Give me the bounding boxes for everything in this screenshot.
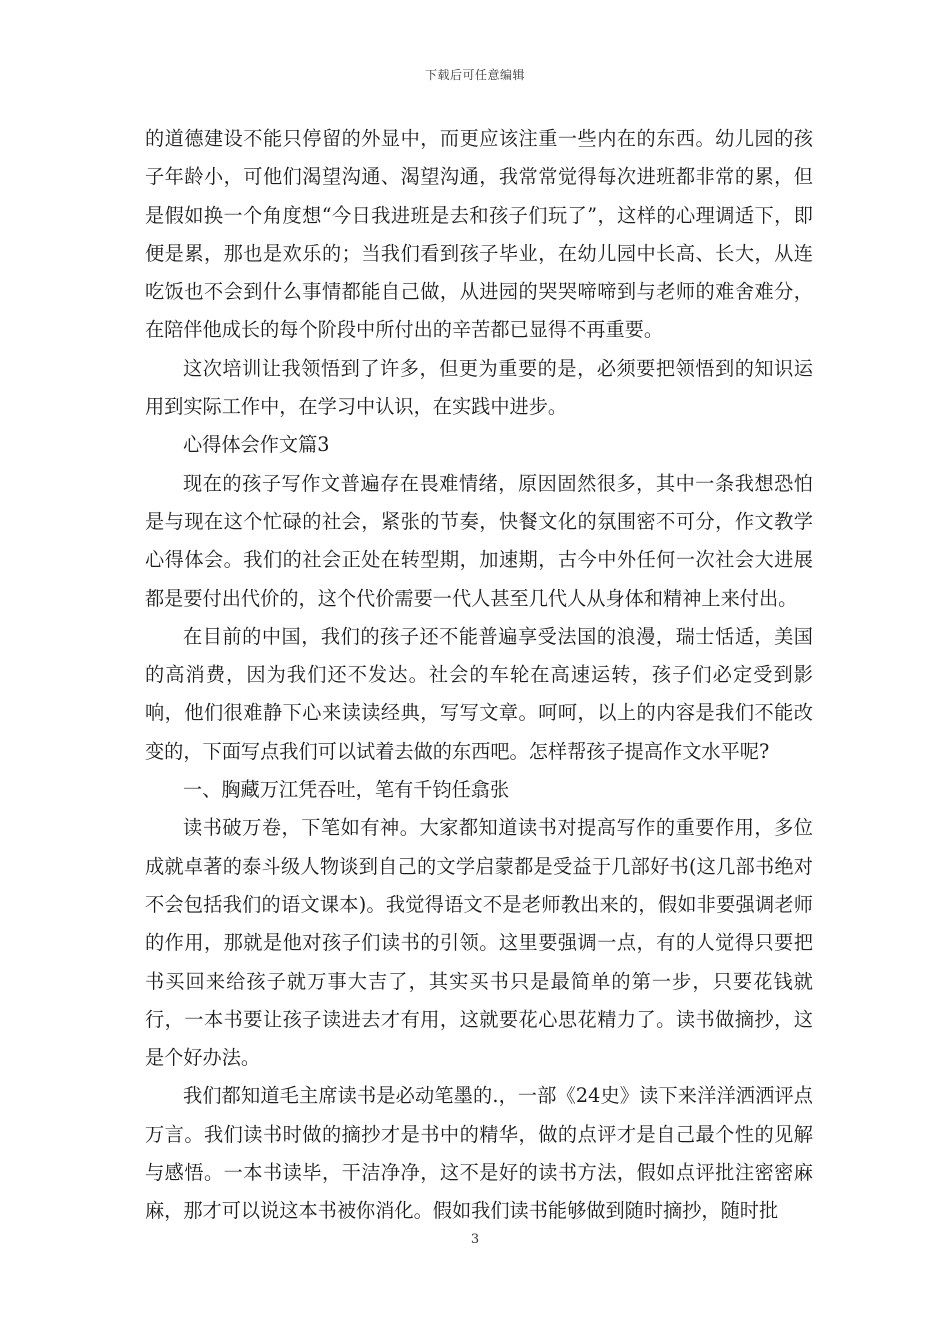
paragraph: 这次培训让我领悟到了许多，但更为重要的是，必须要把领悟到的知识运用到实际工作中，在学习中认识，在实践中进步。 [145, 356, 813, 419]
page-header: 下载后可任意编辑 [424, 68, 525, 82]
paragraph: 我们都知道毛主席读书是必动笔墨的.，一部《24史》读下来洋洋洒洒评点万言。我们读书时做的摘抄才是书中的精华，做的点评才是自己最个性的见解与感悟。一本书读毕，干洁净净，这不是好的读书方法，假如点评批注密密麻麻，那才可以说这本书被你消化。假如我们读书能够做到随时摘抄，随时批 [145, 1084, 813, 1223]
section-title: 心得体会作文篇3 [183, 433, 330, 457]
subsection-title: 一、胸藏万江凭吞吐，笔有千钧任翕张 [183, 778, 510, 802]
paragraph: 现在的孩子写作文普遍存在畏难情绪，原因固然很多，其中一条我想恐怕是与现在这个忙碌的社会，紧张的节奏，快餐文化的氛围密不可分，作文教学心得体会。我们的社会正处在转型期，加速期，古今中外任何一次社会大进展都是要付出代价的，这个代价需要一代人甚至几代人从身体和精神上来付出。 [145, 471, 813, 610]
paragraph: 在目前的中国，我们的孩子还不能普遍享受法国的浪漫，瑞士恬适，美国的高消费，因为我们还不发达。社会的车轮在高速运转，孩子们必定受到影响，他们很难静下心来读读经典，写写文章。呵呵，以上的内容是我们不能改变的，下面写点我们可以试着去做的东西吧。怎样帮孩子提高作文水平呢? [145, 624, 813, 763]
paragraph: 读书破万卷，下笔如有神。大家都知道读书对提高写作的重要作用，多位成就卓著的泰斗级人物谈到自己的文学启蒙都是受益于几部好书(这几部书绝对不会包括我们的语文课本)。我觉得语文不是老师教出来的，假如非要强调老师的作用，那就是他对孩子们读书的引领。这里要强调一点，有的人觉得只要把书买回来给孩子就万事大吉了，其实买书只是最简单的第一步，只要花钱就行，一本书要让孩子读进去才有用，这就要花心思花精力了。读书做摘抄，这是个好办法。 [145, 816, 813, 1070]
document-body [145, 120, 813, 1231]
page-number: 3 [470, 1232, 480, 1247]
paragraph-continued: 的道德建设不能只停留的外显中，而更应该注重一些内在的东西。幼儿园的孩子年龄小，可他们渴望沟通、渴望沟通，我常常觉得每次进班都非常的累，但是假如换一个角度想“今日我进班是去和孩子们玩了”，这样的心理调适下，即便是累，那也是欢乐的；当我们看到孩子毕业，在幼儿园中长高、长大，从连吃饭也不会到什么事情都能自己做，从进园的哭哭啼啼到与老师的难舍难分，在陪伴他成长的每个阶段中所付出的辛苦都已显得不再重要。 [145, 127, 813, 342]
